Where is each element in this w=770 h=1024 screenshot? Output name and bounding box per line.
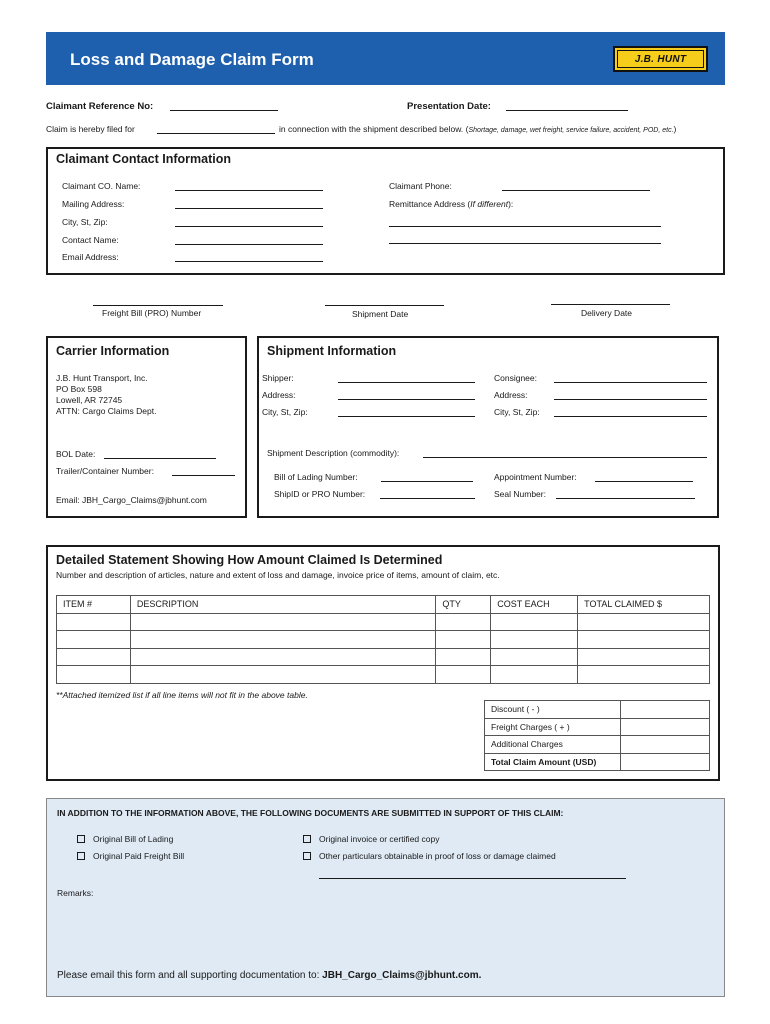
seal-number-field[interactable]: [556, 498, 695, 499]
trailer-number-label: Trailer/Container Number:: [56, 466, 154, 476]
carrier-section: [46, 336, 247, 518]
table-row[interactable]: [57, 666, 710, 684]
table-row[interactable]: [57, 631, 710, 649]
claim-filed-prefix: Claim is hereby filed for: [46, 124, 135, 134]
claimant-co-name-label: Claimant CO. Name:: [62, 181, 141, 191]
checkbox-icon[interactable]: [77, 835, 85, 843]
city-st-zip-label: City, St, Zip:: [62, 217, 108, 227]
checkbox-paid-freight-bill[interactable]: Original Paid Freight Bill: [77, 851, 184, 861]
claimant-ref-label: Claimant Reference No:: [46, 101, 154, 112]
claimant-contact-section: [46, 147, 725, 275]
mailing-address-label: Mailing Address:: [62, 199, 125, 209]
summary-row-additional[interactable]: Additional Charges: [485, 736, 710, 754]
items-table: [56, 595, 710, 684]
checkbox-original-invoice[interactable]: Original invoice or certified copy: [303, 834, 439, 844]
table-row[interactable]: [57, 648, 710, 666]
bol-date-field[interactable]: [104, 458, 216, 459]
presentation-date-label: Presentation Date:: [407, 101, 491, 112]
col-description: DESCRIPTION: [130, 596, 435, 614]
checkbox-icon[interactable]: [77, 852, 85, 860]
col-item-number: ITEM #: [57, 596, 131, 614]
consignee-city-field[interactable]: [554, 416, 707, 417]
claim-filed-suffix: in connection with the shipment described below. (Shortage, damage, wet freight, service failure, accident, POD, etc.): [279, 124, 677, 134]
trailer-number-field[interactable]: [172, 475, 235, 476]
table-header-row: [57, 596, 710, 614]
seal-number-label: Seal Number:: [494, 489, 546, 499]
delivery-date-field[interactable]: [551, 304, 670, 305]
statement-title: Detailed Statement Showing How Amount Claimed Is Determined: [56, 553, 443, 567]
ship-id-field[interactable]: [380, 498, 475, 499]
carrier-email[interactable]: Email: JBH_Cargo_Claims@jbhunt.com: [56, 495, 207, 505]
claim-amount-field[interactable]: [157, 133, 275, 134]
shipper-address-field[interactable]: [338, 399, 475, 400]
claimant-ref-field[interactable]: [170, 110, 278, 111]
checkbox-other-particulars[interactable]: Other particulars obtainable in proof of loss or damage claimed: [303, 851, 556, 861]
consignee-label: Consignee:: [494, 373, 538, 383]
appointment-number-label: Appointment Number:: [494, 472, 577, 482]
claimant-contact-title: Claimant Contact Information: [56, 152, 232, 166]
carrier-title: Carrier Information: [56, 344, 170, 358]
checkbox-original-bol[interactable]: Original Bill of Lading: [77, 834, 173, 844]
col-qty: QTY: [436, 596, 491, 614]
consignee-address-label: Address:: [494, 390, 528, 400]
shipper-field[interactable]: [338, 382, 475, 383]
carrier-po-box: PO Box 598: [56, 384, 102, 394]
delivery-date-label: Delivery Date: [581, 308, 633, 318]
shipper-city-label: City, St, Zip:: [262, 407, 308, 417]
appointment-number-field[interactable]: [595, 481, 693, 482]
shipment-description-label: Shipment Description (commodity):: [267, 448, 400, 458]
carrier-city: Lowell, AR 72745: [56, 395, 123, 405]
claimant-phone-label: Claimant Phone:: [389, 181, 452, 191]
email-address-field[interactable]: [175, 261, 323, 262]
contact-name-label: Contact Name:: [62, 235, 119, 245]
email-address-label: Email Address:: [62, 252, 119, 262]
remittance-address-line-2[interactable]: [389, 243, 661, 244]
summary-row-discount[interactable]: Discount ( - ): [485, 701, 710, 719]
itemized-note: **Attached itemized list if all line items will not fit in the above table.: [56, 690, 308, 700]
mailing-address-field[interactable]: [175, 208, 323, 209]
remarks-label: Remarks:: [57, 888, 94, 898]
bol-date-label: BOL Date:: [56, 449, 96, 459]
shipper-address-label: Address:: [262, 390, 296, 400]
ship-id-label: ShipID or PRO Number:: [274, 489, 366, 499]
checkbox-icon[interactable]: [303, 835, 311, 843]
bol-number-label: Bill of Lading Number:: [274, 472, 358, 482]
remittance-address-line-1[interactable]: [389, 226, 661, 227]
consignee-field[interactable]: [554, 382, 707, 383]
shipment-date-label: Shipment Date: [352, 309, 409, 319]
consignee-address-field[interactable]: [554, 399, 707, 400]
col-total-claimed: TOTAL CLAIMED $: [578, 596, 710, 614]
summary-row-total[interactable]: Total Claim Amount (USD): [485, 753, 710, 771]
shipment-title: Shipment Information: [267, 344, 397, 358]
shipment-description-field[interactable]: [423, 457, 707, 458]
documents-heading: IN ADDITION TO THE INFORMATION ABOVE, THE FOLLOWING DOCUMENTS ARE SUBMITTED IN SUPPORT OF THIS CLAIM:: [57, 808, 564, 818]
claimant-phone-field[interactable]: [502, 190, 650, 191]
summary-table: [484, 700, 710, 771]
checkbox-icon[interactable]: [303, 852, 311, 860]
remarks-field[interactable]: [57, 902, 713, 960]
shipment-date-field[interactable]: [325, 305, 444, 306]
col-cost-each: COST EACH: [491, 596, 578, 614]
consignee-city-label: City, St, Zip:: [494, 407, 540, 417]
city-st-zip-field[interactable]: [175, 226, 323, 227]
table-row[interactable]: [57, 613, 710, 631]
shipper-city-field[interactable]: [338, 416, 475, 417]
claimant-co-name-field[interactable]: [175, 190, 323, 191]
shipper-label: Shipper:: [262, 373, 294, 383]
carrier-name: J.B. Hunt Transport, Inc.: [56, 373, 148, 383]
bol-number-field[interactable]: [381, 481, 473, 482]
supporting-documents-section: [46, 798, 725, 997]
summary-row-freight[interactable]: Freight Charges ( + ): [485, 718, 710, 736]
statement-subtitle: Number and description of articles, nature and extent of loss and damage, invoice price of items, amount of claim, etc.: [56, 570, 500, 580]
email-instructions: Please email this form and all supporting documentation to: JBH_Cargo_Claims@jbhunt.com.: [57, 970, 482, 981]
presentation-date-field[interactable]: [506, 110, 628, 111]
other-particulars-field[interactable]: [319, 878, 626, 879]
carrier-attn: ATTN: Cargo Claims Dept.: [56, 406, 157, 416]
form-title: Loss and Damage Claim Form: [70, 50, 314, 69]
jb-hunt-logo: J.B. HUNT: [613, 46, 708, 72]
claims-email-link[interactable]: JBH_Cargo_Claims@jbhunt.com.: [322, 970, 482, 981]
freight-bill-label: Freight Bill (PRO) Number: [102, 308, 202, 318]
remittance-address-label: Remittance Address (If different):: [389, 199, 514, 209]
contact-name-field[interactable]: [175, 244, 323, 245]
freight-bill-field[interactable]: [93, 305, 223, 306]
